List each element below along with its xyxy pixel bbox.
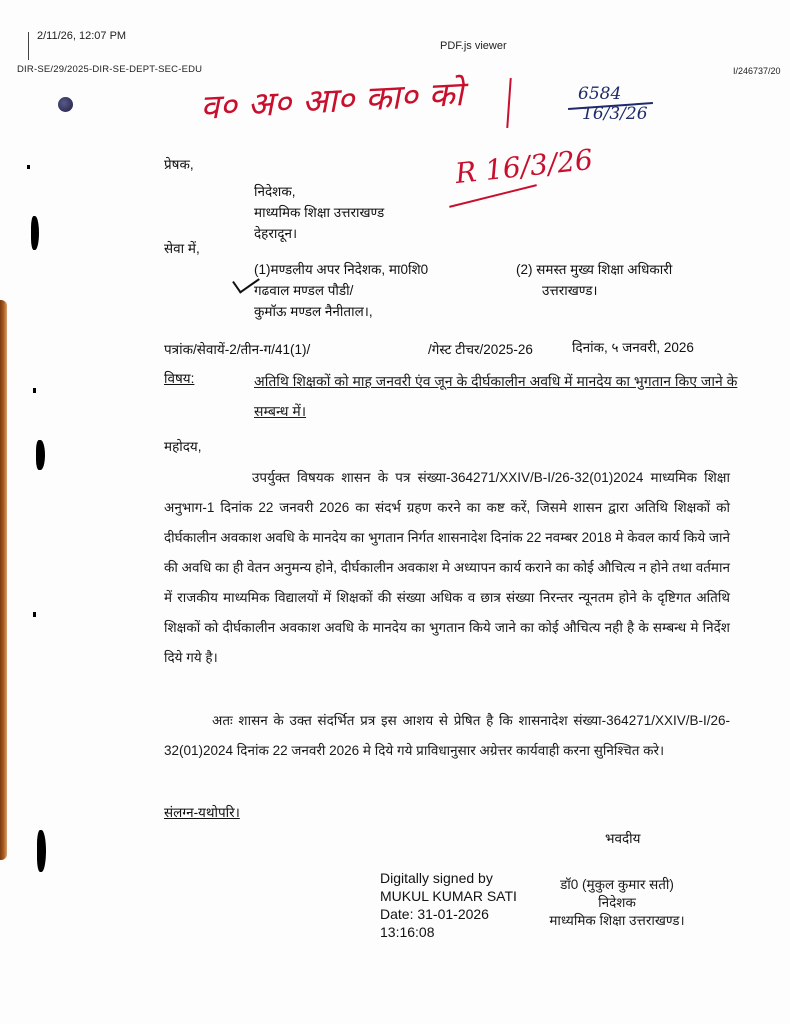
scan-artifact [31,216,39,250]
scan-artifact [33,388,36,393]
sender-line: देहरादून। [254,226,298,241]
recipient-1-line: (1)मण्डलीय अपर निदेशक, मा0शि0 [254,262,429,277]
body-paragraph-2-text: अतः शासन के उक्त संदर्भित प्रत्र इस आशय से प्रेषित है कि शासनादेश संख्या-364271/XXIV/B-I/26-32(01)2024 दिनांक 22 जनवरी 2026 मे दिये गये प्राविधानुसार अग्रेत्तर कार्यवाही करना सुनिश्चित करे। [164,713,730,758]
digital-signature-date: Date: 31-01-2026 [380,906,489,922]
scan-artifact [37,830,46,872]
recipient-1-line: गढवाल मण्डल पौडी/ [254,283,354,298]
print-timestamp: 2/11/26, 12:07 PM [37,30,127,42]
body-paragraph-1 [164,463,730,673]
digital-signature-line: Digitally signed by [380,870,493,886]
recipient-1-line: कुमॉऊ मण्डल नैनीताल।, [254,304,373,319]
digital-signature-time: 13:16:08 [380,924,435,940]
handwritten-diary-date: 16/3/26 [582,104,648,124]
salutation: महोदय, [164,439,202,454]
handwritten-initials-red: R 16/3/26 [453,142,595,191]
letter-number-right: /गेस्ट टीचर/2025-26 [428,342,533,357]
handwritten-diary-number: 6584 [578,84,622,104]
signatory-designation: निदेशक [598,895,636,910]
body-paragraph-2 [164,706,730,766]
file-reference: DIR-SE/29/2025-DIR-SE-DEPT-SEC-EDU [17,64,203,75]
sender-line: माध्यमिक शिक्षा उत्तराखण्ड [254,205,385,220]
signatory-office: माध्यमिक शिक्षा उत्तराखण्ड। [549,913,685,928]
body-paragraph-1-text: उपर्युक्त विषयक शासन के पत्र संख्या-364271/XXIV/B-I/26-32(01)2024 माध्यमिक शिक्षा अनुभाग-1 दिनांक 22 जनवरी 2026 का संदर्भ ग्रहण करने का कष्ट करें, जिसमे शासन द्वारा अतिथि शिक्षकों को दीर्घकालीन अवकाश अवधि के मानदेय का भुगतान निर्गत शासनादेश दिनांक 22 नवम्बर 2018 मे केवल कार्य किये जाने की अवधि का ही वेतन अनुमन्य होने, दीर्घकालीन अवकाश मे अध्यापन कार्य कराने का कोई औचित्य न होने तथा वर्तमान में राजकीय माध्यमिक विद्यालयों में शिक्षकों की संख्या अधिक व छात्र संख्या निरन्तर न्यूनतम होने के दृष्टिगत अतिथि शिक्षकों को दीर्घकालीन अवकाश अवधि के मानदेय का भुगतान किये जाने का कोई औचित्य नही है के सम्बन्ध मे निर्देश दिये गये है। [164,470,730,665]
signatory-block [512,876,722,930]
scan-artifact [36,440,45,470]
signatory-name: डॉ0 (मुकुल कुमार सती) [560,877,674,892]
print-title: PDF.js viewer [440,40,507,52]
recipient-label: सेवा में, [164,241,200,256]
digital-signature-block [380,869,517,941]
recipient-2-line: उत्तराखण्ड। [542,283,598,298]
letter-number-left: पत्रांक/सेवायें-2/तीन-ग/41(1)/ [164,342,311,357]
subject-text: अतिथि शिक्षकों को माह जनवरी एंव जून के दीर्घकालीन अवधि में मानदेय का भुगतान किए जाने के सम्बन्ध में। [254,373,738,419]
enclosure-note: संलग्न-यथोपरि। [164,805,240,820]
closing-yours: भवदीय [605,831,641,846]
letter-date: दिनांक, ५ जनवरी, 2026 [572,340,694,355]
table-edge-strip [0,300,7,860]
scan-artifact [33,612,36,617]
margin-mark [28,32,29,60]
digital-signature-name: MUKUL KUMAR SATI [380,888,517,904]
scan-artifact [27,165,30,169]
punch-hole-icon [58,97,73,112]
handwritten-stroke [506,78,511,128]
sender-line: निदेशक, [254,184,296,199]
handwritten-note-red: व० अ० आ० का० को [199,74,465,128]
subject-label: विषय: [164,371,195,386]
page-reference: I/246737/20 [733,66,781,76]
recipient-2-line: (2) समस्त मुख्य शिक्षा अधिकारी [516,262,673,277]
sender-label: प्रेषक, [164,157,194,172]
